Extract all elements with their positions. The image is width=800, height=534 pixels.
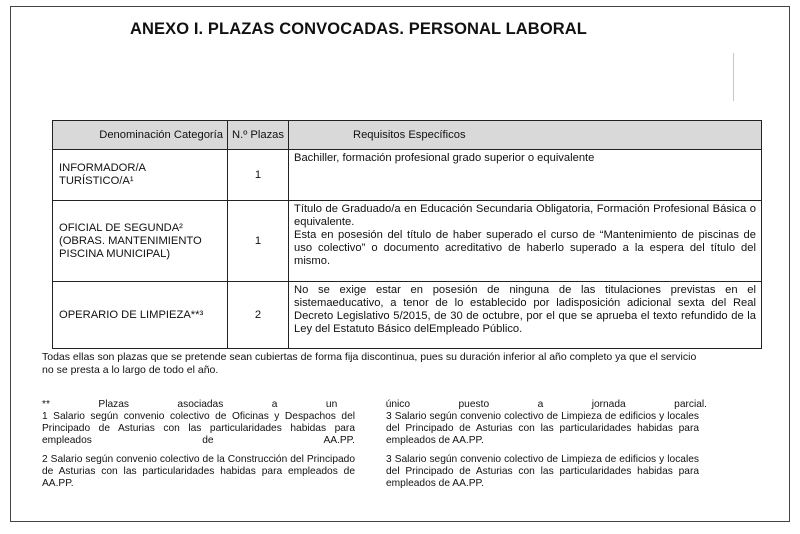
row-category: INFORMADOR/A TURÍSTICO/A¹ (53, 150, 228, 201)
row-plazas: 1 (228, 150, 289, 201)
table-row (53, 201, 762, 282)
footnote-2: 2 Salario según convenio colectivo de la Construcción del Principado de Asturias con las particularidades habidas para empleados de AA.PP. (42, 454, 355, 489)
footnote-1: 1 Salario según convenio colectivo de Oficinas y Despachos del Principado de Asturias con las particularidades habidas para empleados de AA.PP. (42, 411, 355, 446)
general-note: Todas ellas son plazas que se pretende sean cubiertas de forma fija discontinua, pues su duración inferior al año completo ya que el servicio no se presta a lo largo de todo el año. (42, 351, 697, 376)
requisitos-line-1: Título de Graduado/a en Educación Secundaria Obligatoria, Formación Profesional Básica o equivalente. (294, 203, 756, 228)
row-requisitos: No se exige estar en posesión de ninguna de las titulaciones previstas en el sistemaeducativo, a tenor de lo establecido por ladisposición adicional sexta del Real Decreto Legislativo 5/2015, de 30 de octubre, por el que se aprueba el texto refundido de la Ley del Estatuto Básico delEmpleado Público. (289, 282, 762, 349)
plazas-table (52, 120, 762, 349)
header-categoria: Denominación Categoría (53, 121, 228, 150)
row-category: OPERARIO DE LIMPIEZA**³ (53, 282, 228, 349)
table-header-row (53, 121, 762, 150)
footnote-3a: 3 Salario según convenio colectivo de Limpieza de edificios y locales del Principado de Asturias con las particularidades habidas para empleados de AA.PP. (386, 411, 699, 446)
requisitos-line-2: Esta en posesión del título de haber superado el curso de “Mantenimiento de piscinas de uso colectivo” o documento acreditativo de haberlo superado a la espera del título del mismo. (294, 229, 756, 267)
page-title: ANEXO I. PLAZAS CONVOCADAS. PERSONAL LABORAL (130, 20, 587, 38)
footnote-asterisk: ** Plazas asociadas a un único puesto a jornada parcial. (42, 399, 707, 410)
row-requisitos (289, 201, 762, 282)
divider-line (733, 53, 734, 101)
header-plazas: N.º Plazas (228, 121, 289, 150)
table-row (53, 282, 762, 349)
table-row (53, 150, 762, 201)
row-category: OFICIAL DE SEGUNDA² (OBRAS. MANTENIMIENTO PISCINA MUNICIPAL) (53, 201, 228, 282)
header-requisitos: Requisitos Específicos (289, 121, 762, 150)
row-plazas: 1 (228, 201, 289, 282)
row-requisitos: Bachiller, formación profesional grado superior o equivalente (289, 150, 762, 201)
row-plazas: 2 (228, 282, 289, 349)
footnote-3b: 3 Salario según convenio colectivo de Limpieza de edificios y locales del Principado de Asturias con las particularidades habidas para empleados de AA.PP. (386, 454, 699, 489)
